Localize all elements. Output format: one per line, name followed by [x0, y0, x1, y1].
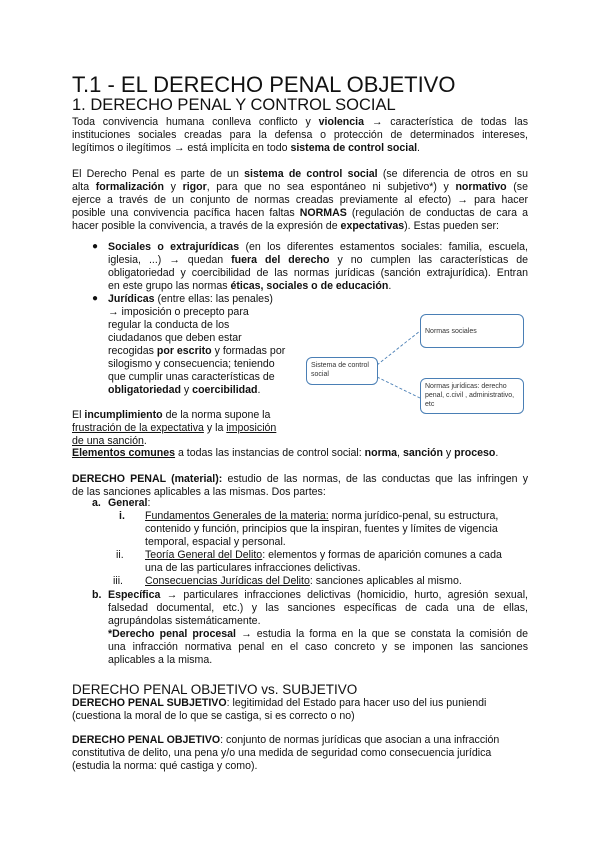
paragraph-line: de una sanción.: [72, 435, 147, 447]
list-item: aplicables a la misma.: [108, 654, 213, 666]
section-heading-2: DERECHO PENAL OBJETIVO vs. SUBJETIVO: [72, 682, 358, 697]
paragraph-line: frustración de la expectativa y la imposición: [72, 422, 277, 434]
paragraph-line: de las sanciones aplicables a las mismas. Dos partes:: [72, 486, 326, 498]
list-item: Específica → particulares infracciones delictivas (homicidio, hurto, agresión sexual,: [108, 589, 528, 601]
list-item: Teoría General del Delito: elementos y formas de aparición comunes a cada: [145, 549, 502, 561]
list-marker: i.: [119, 510, 125, 522]
paragraph-line: El Derecho Penal es parte de un sistema de control social (se diferencia de otros en su: [72, 168, 528, 180]
list-marker: iii.: [113, 575, 124, 587]
bullet-line: silogismo y consecuencia; teniendo: [108, 358, 275, 370]
bullet-line: → imposición o precepto para: [108, 306, 249, 318]
list-item: una de las particulares infracciones delictivas.: [145, 562, 361, 574]
paragraph-line: constitutiva de delito, una pena y/o una medida de seguridad como consecuencia jurídica: [72, 747, 492, 759]
list-marker: b.: [92, 589, 102, 601]
list-item: Consecuencias Jurídicas del Delito: sanciones aplicables al mismo.: [145, 575, 462, 587]
bullet-dot-icon: ●: [92, 293, 99, 304]
list-item: una infracción normativa penal en el caso concreto y se imponen las sanciones: [108, 641, 528, 653]
paragraph-line: Toda convivencia humana conlleva conflicto y violencia → característica de todas las: [72, 116, 529, 128]
paragraph-line: alta formalización y rigor, para que no sea espontáneo ni subjetivo*) y normativo (se: [72, 181, 528, 193]
bullet-line: en este grupo las normas éticas, sociales o de educación.: [108, 280, 392, 292]
bullet-line: Jurídicas (entre ellas: las penales): [108, 293, 273, 305]
paragraph-line: DERECHO PENAL (material): estudio de las normas, de las conductas que las infringen y: [72, 473, 528, 485]
paragraph-line: (estudia la norma: qué castiga y como).: [72, 760, 258, 772]
list-item: General:: [108, 497, 151, 509]
diagram-bottom-node: Normas jurídicas: derecho penal, c.civil , administrativo, etc: [420, 378, 524, 414]
paragraph-line: posible una convivencia pacífica hacen faltas NORMAS (regulación de conductas de cara a: [72, 207, 528, 219]
diagram-top-node: Normas sociales: [420, 314, 524, 348]
bullet-line: que cumplir unas características de: [108, 371, 275, 383]
paragraph-line: ejerce a través de un conjunto de normas creadas previamente al efecto) → para hacer: [72, 194, 528, 206]
list-item: agrupándolas sistemáticamente.: [108, 615, 261, 627]
diagram-root-node: Sistema de control social: [306, 357, 378, 385]
bullet-line: obligatoriedad y coercibilidad de las normas jurídicas (sanción extrajurídica). Entran: [108, 267, 528, 279]
list-item: falsedad documental, etc.) y las sanciones específicas de cada una de ellas,: [108, 602, 528, 614]
paragraph-line: (cuestiona la moral de lo que se castiga, si es correcto o no): [72, 710, 355, 722]
paragraph-line: hacer posible la convivencia, a través de la expresión de expectativas). Estas pueden ser:: [72, 220, 499, 232]
section-heading-1: 1. DERECHO PENAL Y CONTROL SOCIAL: [72, 96, 396, 114]
bullet-line: regular la conducta de los: [108, 319, 230, 331]
bullet-line: recogidas por escrito y formadas por: [108, 345, 286, 357]
bullet-line: obligatoriedad y coercibilidad.: [108, 384, 261, 396]
bullet-line: Sociales o extrajurídicas (en los diferentes estamentos sociales: familia, escuela,: [108, 241, 528, 253]
bullet-dot-icon: ●: [92, 241, 99, 252]
list-item: *Derecho penal procesal → estudia la forma en la que se constata la comisión de: [108, 628, 528, 640]
paragraph-line: El incumplimiento de la norma supone la: [72, 409, 271, 421]
bullet-line: iglesia, ...) → quedan fuera del derecho y no cumplen las características de: [108, 254, 528, 266]
page-title: T.1 - EL DERECHO PENAL OBJETIVO: [72, 72, 456, 97]
paragraph-line: legítimos o ilegítimos → está implícita en todo sistema de control social.: [72, 142, 420, 154]
list-item: temporal, espacial y personal.: [145, 536, 286, 548]
list-marker: a.: [92, 497, 101, 509]
list-item: contenido y función, principios que la inspiran, fuentes y límites de vigencia: [145, 523, 498, 535]
paragraph-line: DERECHO PENAL SUBJETIVO: legitimidad del Estado para hacer uso del ius puniendi: [72, 697, 487, 709]
bullet-line: ciudadanos que deben estar: [108, 332, 242, 344]
list-marker: ii.: [116, 549, 124, 561]
paragraph-line: instituciones sociales creadas para la defensa o protección de determinados intereses,: [72, 129, 528, 141]
paragraph-line: Elementos comunes a todas las instancias de control social: norma, sanción y proceso.: [72, 447, 499, 459]
paragraph-line: DERECHO PENAL OBJETIVO: conjunto de normas jurídicas que asocian a una infracción: [72, 734, 500, 746]
list-item: Fundamentos Generales de la materia: norma jurídico-penal, su estructura,: [145, 510, 499, 522]
